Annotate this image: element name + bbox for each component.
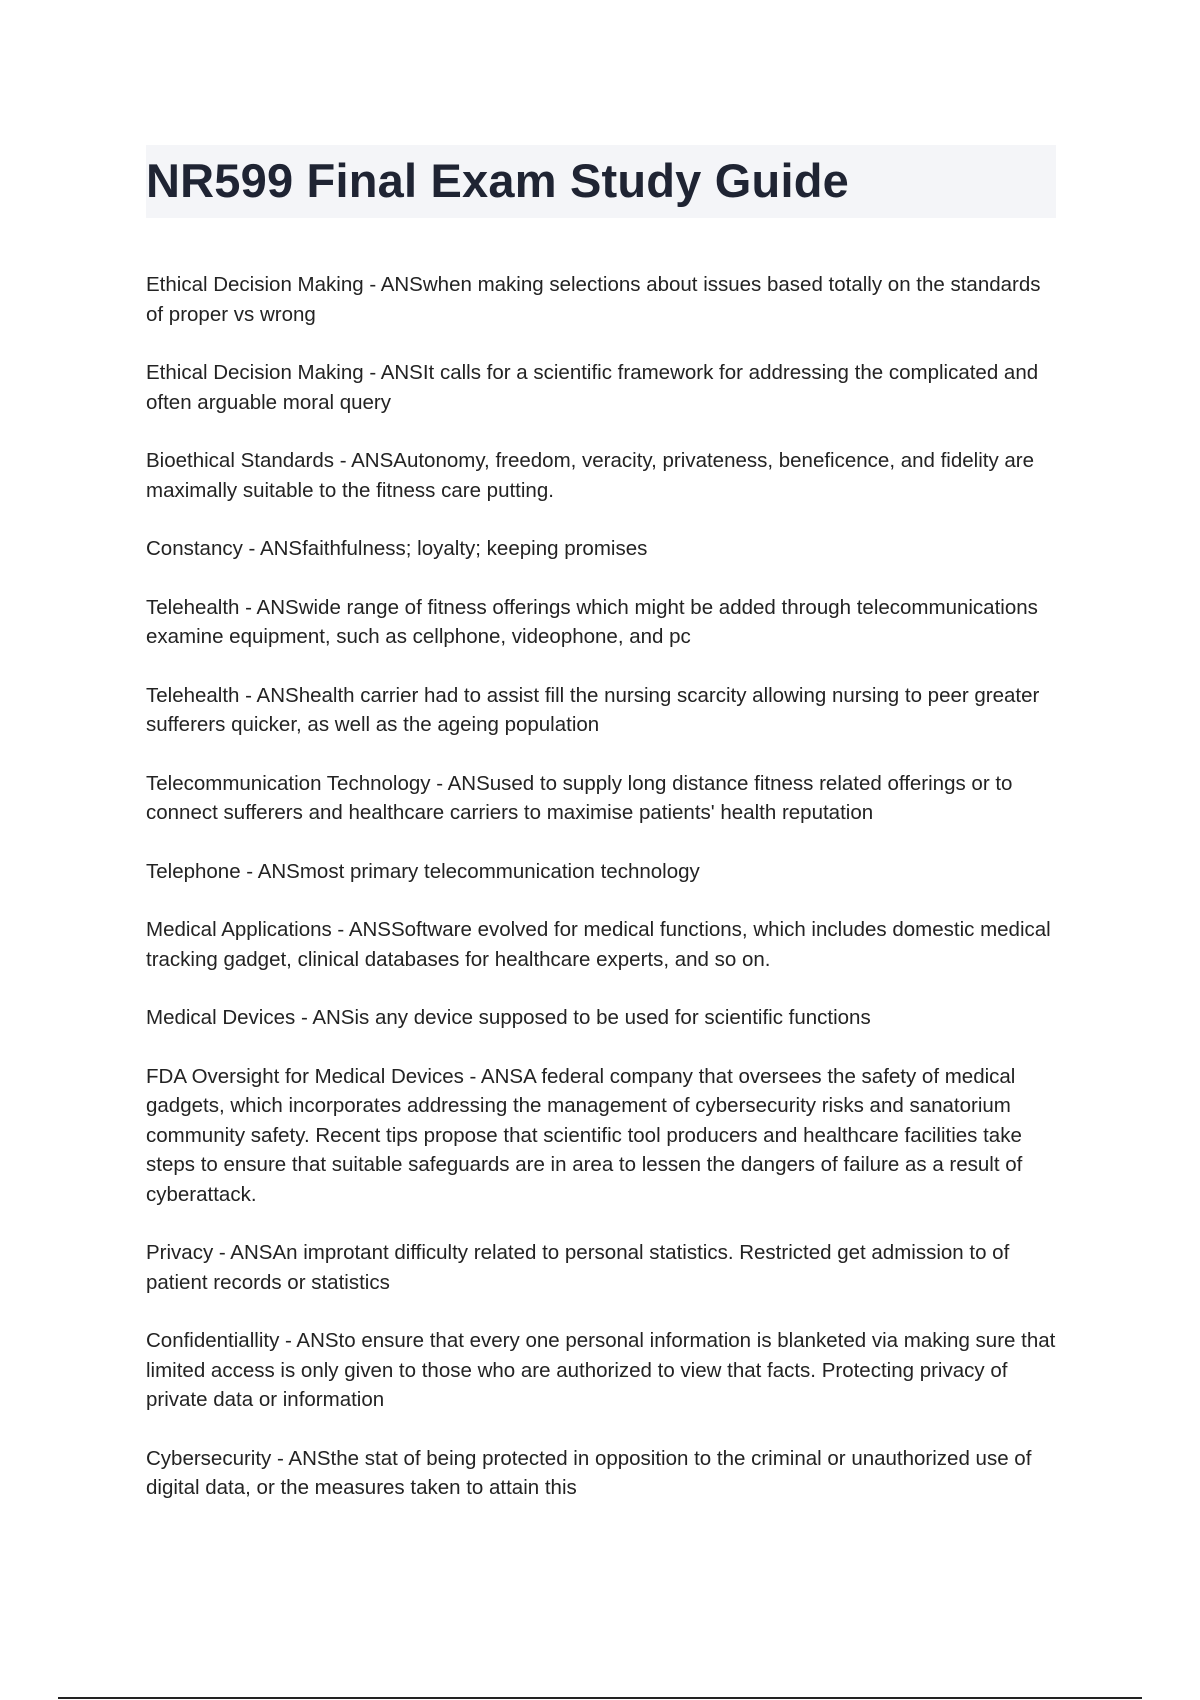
title-banner [146, 145, 1056, 218]
study-entry: Ethical Decision Making - ANSwhen making selections about issues based totally on the standards of proper vs wrong [146, 273, 1041, 326]
study-entry: Ethical Decision Making - ANSIt calls for a scientific framework for addressing the complicated and often arguable moral query [146, 361, 1039, 414]
study-entry: Telecommunication Technology - ANSused to supply long distance fitness related offerings or to connect sufferers and healthcare carriers to maximise patients' health reputation [146, 771, 1013, 824]
study-entry: Confidentiallity - ANSto ensure that every one personal information is blanketed via making sure that limited access is only given to those who are authorized to view that facts. Protecting privacy of private data or information [146, 1329, 1056, 1411]
study-entry: Constancy - ANSfaithfulness; loyalty; keeping promises [146, 537, 648, 560]
study-entry: Bioethical Standards - ANSAutonomy, freedom, veracity, privateness, beneficence, and fidelity are maximally suitable to the fitness care putting. [146, 449, 1035, 502]
study-entry: Telephone - ANSmost primary telecommunication technology [146, 859, 700, 883]
study-entry: Cybersecurity - ANSthe stat of being protected in opposition to the criminal or unauthorized use of digital data, or the measures taken to attain this [146, 1446, 1032, 1499]
study-entry: Medical Applications - ANSSoftware evolved for medical functions, which includes domestic medical tracking gadget, clinical databases for healthcare experts, and so on. [146, 918, 1051, 971]
study-entry: FDA Oversight for Medical Devices - ANSA federal company that oversees the safety of medical gadgets, which incorporates addressing the management of cybersecurity risks and sanatorium community safety. Recent tips propose that scientific tool producers and healthcare facilities take steps to ensure that suitable safeguards are in area to lessen the dangers of failure as a result of cyberattack. [146, 1064, 1023, 1206]
study-entry: Telehealth - ANShealth carrier had to assist fill the nursing scarcity allowing nursing to peer greater sufferers quicker, as well as the ageing population [146, 683, 1040, 736]
document-title: NR599 Final Exam Study Guide [146, 154, 849, 207]
page-bottom-divider [58, 1697, 1142, 1699]
study-entry: Medical Devices - ANSis any device supposed to be used for scientific functions [146, 1006, 871, 1029]
study-guide-entries [146, 270, 1061, 1532]
study-entry: Privacy - ANSAn improtant difficulty related to personal statistics. Restricted get admission to of patient records or statistics [146, 1241, 1010, 1294]
study-entry: Telehealth - ANSwide range of fitness offerings which might be added through telecommunications examine equipment, such as cellphone, videophone, and pc [146, 595, 1038, 648]
